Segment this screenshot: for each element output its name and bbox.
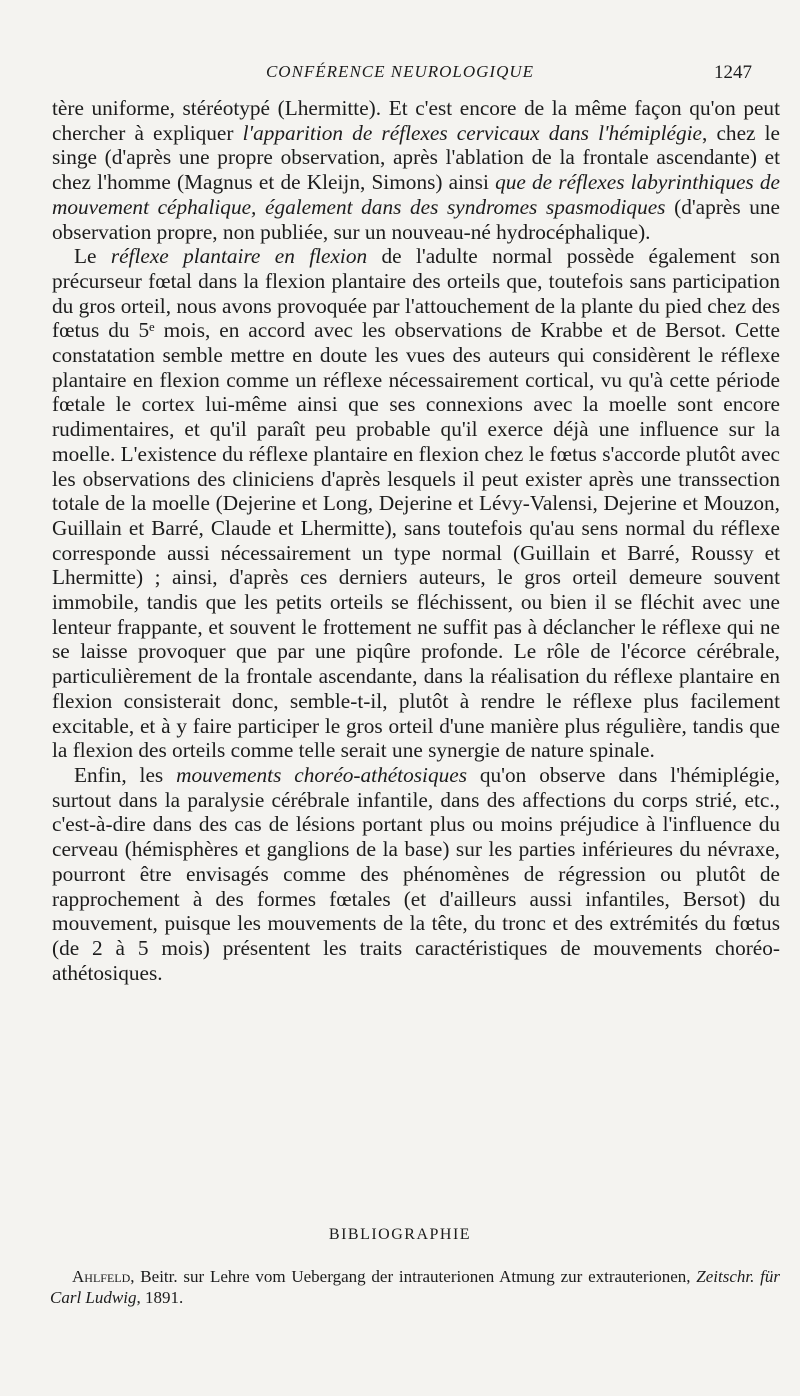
- text-run: qu'on observe dans l'hémiplégie, surtout dans la paralysie cérébrale infantile, dans des affections du corps strié, etc., c'est-à-dire dans des cas de lésions portant plus ou moins préjudice à l'influence du cerveau (hémisphères et ganglions de la base) sur les parties inférieures du névraxe, pourront être envisagés comme des phénomènes de régression ou plutôt de rapprochement à des formes fœtales (et d'ailleurs aussi infantiles, Bersot) du mouvement, puisque les mouvements de la tête, du tronc et des extrémités du fœtus (de 2 à 5 mois) présentent les traits caractéristiques de mouvements choréo-athétosiques.: [52, 762, 780, 985]
- paragraph: [52, 763, 780, 985]
- italic-phrase: mouvements choréo-athétosiques: [176, 762, 467, 787]
- text-run: Le: [74, 244, 111, 269]
- page-header: [0, 62, 800, 92]
- bib-author: Ahlfeld: [72, 1267, 131, 1286]
- page-number: 1247: [714, 62, 752, 83]
- text-run: , chez le singe (d'après une propre observation, après l'ablation de la frontale ascendante) et chez l'homme (Magnus et de Kleijn, Simons) ainsi: [52, 120, 780, 195]
- text-run: tère uniforme, stéréotypé (Lhermitte). Et c'est encore de la même façon qu'on peut chercher à expliquer: [52, 96, 780, 145]
- paragraph: [52, 244, 780, 763]
- body-text: [52, 96, 780, 985]
- running-head: CONFÉRENCE NEUROLOGIQUE: [265, 62, 535, 81]
- italic-phrase: que de réflexes labyrinthiques de mouvement céphalique, également dans des syndromes spasmodiques: [52, 170, 780, 219]
- italic-phrase: l'apparition de réflexes cervicaux dans l'hémiplégie: [242, 120, 702, 145]
- italic-phrase: réflexe plantaire en flexion: [110, 244, 368, 269]
- bibliography-heading: BIBLIOGRAPHIE: [328, 1226, 472, 1243]
- bib-journal: Zeitschr. für Carl Ludwig: [50, 1267, 780, 1307]
- bib-year: , 1891.: [136, 1288, 184, 1307]
- text-run: (d'après une observation propre, non publiée, sur un nouveau-né hydrocéphalique).: [52, 194, 780, 244]
- bibliography-entry: [50, 1266, 780, 1308]
- text-run: Enfin, les: [74, 762, 177, 787]
- paragraph: [52, 96, 780, 244]
- text-run: de l'adulte normal possède également son précurseur fœtal dans la flexion plantaire des orteils que, toutefois sans participation du gros orteil, nous avons provoquée par l'attouchement de la plante du pied chez des fœtus du 5ᵉ mois, en accord avec les observations de Krabbe et de Bersot. Cette constatation semble mettre en doute les vues des auteurs qui considèrent le réflexe plantaire en flexion comme un réflexe nécessairement cortical, vu qu'à cette période fœtale le cortex lui-même ainsi que ses connexions avec la moelle sont encore rudimentaires, et qu'il paraît peu probable qu'il exerce déjà une influence sur la moelle. L'existence du réflexe plantaire en flexion chez le fœtus s'accorde plutôt avec les observations des cliniciens d'après lesquels il peut exister après une transsection totale de la moelle (Dejerine et Long, Dejerine et Lévy-Valensi, Dejerine et Mouzon, Guillain et Barré, Claude et Lhermitte), sans toutefois qu'au sens normal du réflexe corresponde aussi nécessairement un type normal (Guillain et Barré, Roussy et Lhermitte) ; ainsi, d'après ces derniers auteurs, le gros orteil demeure souvent immobile, tandis que les petits orteils se fléchissent, ou bien il se fléchit avec une lenteur frappante, et souvent le frottement ne suffit pas à déclancher le réflexe qui ne se laisse provoquer que par une piqûre profonde. Le rôle de l'écorce cérébrale, particulièrement de la frontale ascendante, dans la réalisation du réflexe plantaire en flexion consisterait donc, semble-t-il, plutôt à rendre le réflexe plus facilement excitable, et à y faire participer le gros orteil d'une manière plus régulière, tandis que la flexion des orteils comme telle serait une synergie de nature spinale.: [52, 244, 780, 763]
- bib-text: , Beitr. sur Lehre vom Uebergang der intrauterionen Atmung zur extrauterionen,: [130, 1267, 697, 1286]
